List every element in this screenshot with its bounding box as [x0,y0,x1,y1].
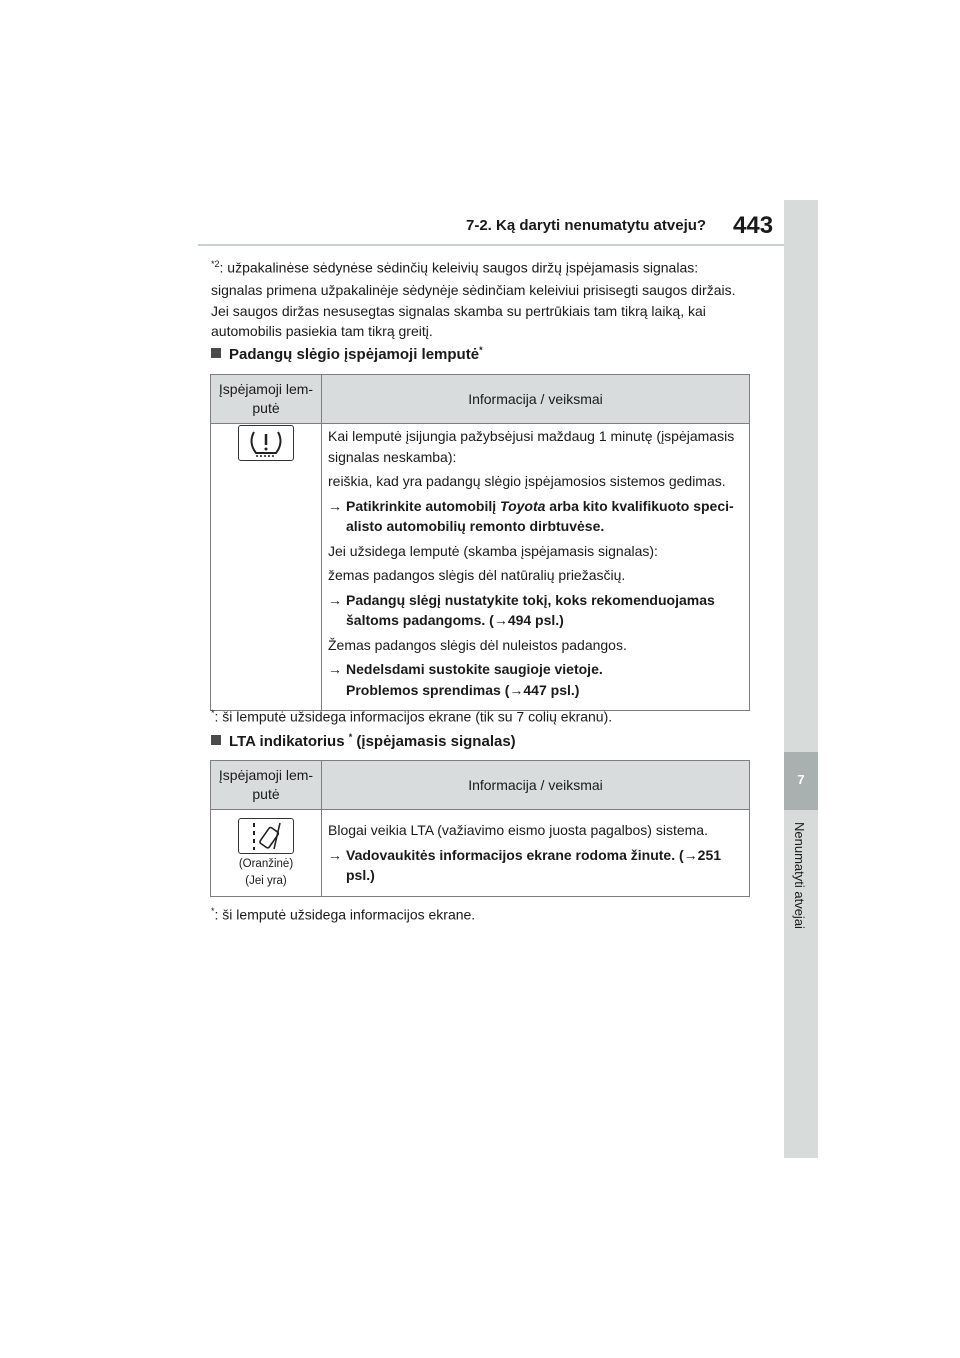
page-number: 443 [733,212,774,239]
footnote-section2 [211,901,751,925]
action-text: Nedelsdami sustokite saugioje vietoje. [346,661,603,677]
table-row [211,810,750,897]
footnote-text: : ši lemputė užsidega informacijos ekrane. [214,906,476,923]
action-text: arba kito kvalifikuoto speci-alisto automobilių remonto dirbtuvėse. [346,497,734,534]
info-paragraph: Jei užsidega lemputė (skamba įspėjamasis signalas): [328,542,658,559]
page-reference: 494 psl.) [507,612,564,628]
page-ref-arrow-icon: → [509,681,524,698]
section-title-suffix: (įspėjamasis signalas) [352,733,516,750]
action-text: Problemos sprendimas ( [346,681,510,698]
footnote-section1 [211,703,751,727]
brand-name: Toyota [500,497,546,514]
footnote-mark: * [479,345,483,355]
info-cell [322,810,750,897]
arrow-icon: → [328,591,342,608]
action-text: Vadovaukitės informacijos ekrane rodoma žinute. ( [346,846,684,863]
action-text: Patikrinkite automobilį [346,497,501,514]
page-ref-arrow-icon: → [493,612,508,628]
chapter-number: 7 [797,772,805,787]
tire-pressure-warning-icon [238,425,294,461]
section-title-tire-pressure [211,345,483,363]
chapter-label: Nenumatyti atvejai [792,822,807,929]
side-thumb-band [784,200,818,1158]
tire-pressure-table [210,374,750,711]
info-paragraph: žemas padangos slėgis dėl natūralių priežasčių. [328,567,626,583]
lta-table [210,760,750,897]
column-header-info: Informacija / veiksmai [322,761,750,810]
footnote-text: : užpakalinėse sėdynėse sėdinčių keleivių saugos diržų įspėjamasis signalas: [219,259,699,276]
action-item [328,496,743,537]
action-item [328,845,743,886]
arrow-icon: → [328,661,342,677]
page-ref-arrow-icon: → [683,846,698,863]
footnote-2 [211,254,751,278]
section-title-lta [211,732,516,750]
lamp-color-caption: (Oranžinė) [238,858,294,870]
bullet-square-icon [211,735,221,745]
column-header-lamp: Įspėjamoji lem-putė [211,375,322,424]
lamp-availability-caption: (Jei yra) [245,875,287,887]
action-item [328,659,743,700]
footnote-mark: *2 [211,259,220,269]
section-title-text: Padangų slėgio įspėjamoji lemputė [229,346,480,363]
footnote-mark: * [211,906,215,916]
table-header-row [211,761,750,810]
lane-tracing-assist-icon [238,818,294,854]
footnote-mark: * [211,708,215,718]
info-paragraph: Žemas padangos slėgis dėl nuleistos padangos. [328,636,627,653]
action-text: Padangų slėgį nustatykite tokį, koks rekomenduojamas šaltoms padangoms. ( [346,591,715,628]
column-header-lamp: Įspėjamoji lem-putė [211,761,322,810]
footnote-mark: * [348,732,353,742]
info-cell [322,424,750,711]
column-header-info: Informacija / veiksmai [322,375,750,424]
page-reference: 447 psl.) [523,681,580,698]
info-paragraph: Kai lemputė įsijungia pažybsėjusi maždaug 1 minutę (įspėjamasis signalas neskamba): [328,428,735,465]
table-header-row [211,375,750,424]
lamp-icon-cell [211,424,322,711]
arrow-icon: → [328,846,342,863]
arrow-icon: → [328,497,342,514]
info-paragraph: Blogai veikia LTA (važiavimo eismo juosta pagalbos) sistema. [328,822,708,838]
bullet-square-icon [211,348,221,358]
footnote-text: : ši lemputė užsidega informacijos ekrane (tik su 7 colių ekranu). [214,708,613,725]
lamp-icon-cell [211,810,322,897]
section-title-text: LTA indikatorius [229,733,345,750]
info-paragraph: reiškia, kad yra padangų slėgio įspėjamosios sistemos gedimas. [328,473,726,489]
table-row [211,424,750,711]
action-item [328,590,743,631]
section-header-title: 7-2. Ką daryti nenumatytu atveju? [466,217,707,234]
header-divider [198,244,784,246]
intro-paragraph: signalas primena užpakalinėje sėdynėje sėdinčiam keleiviui prisisegti saugos diržais. Jei saugos diržas nesusegtas signalas skamba su pertrūkiais tam tikrą laiką, kai automobilis pasiekia tam tikrą greitį. [211,282,736,339]
page-reference: 251 psl.) [346,846,722,883]
